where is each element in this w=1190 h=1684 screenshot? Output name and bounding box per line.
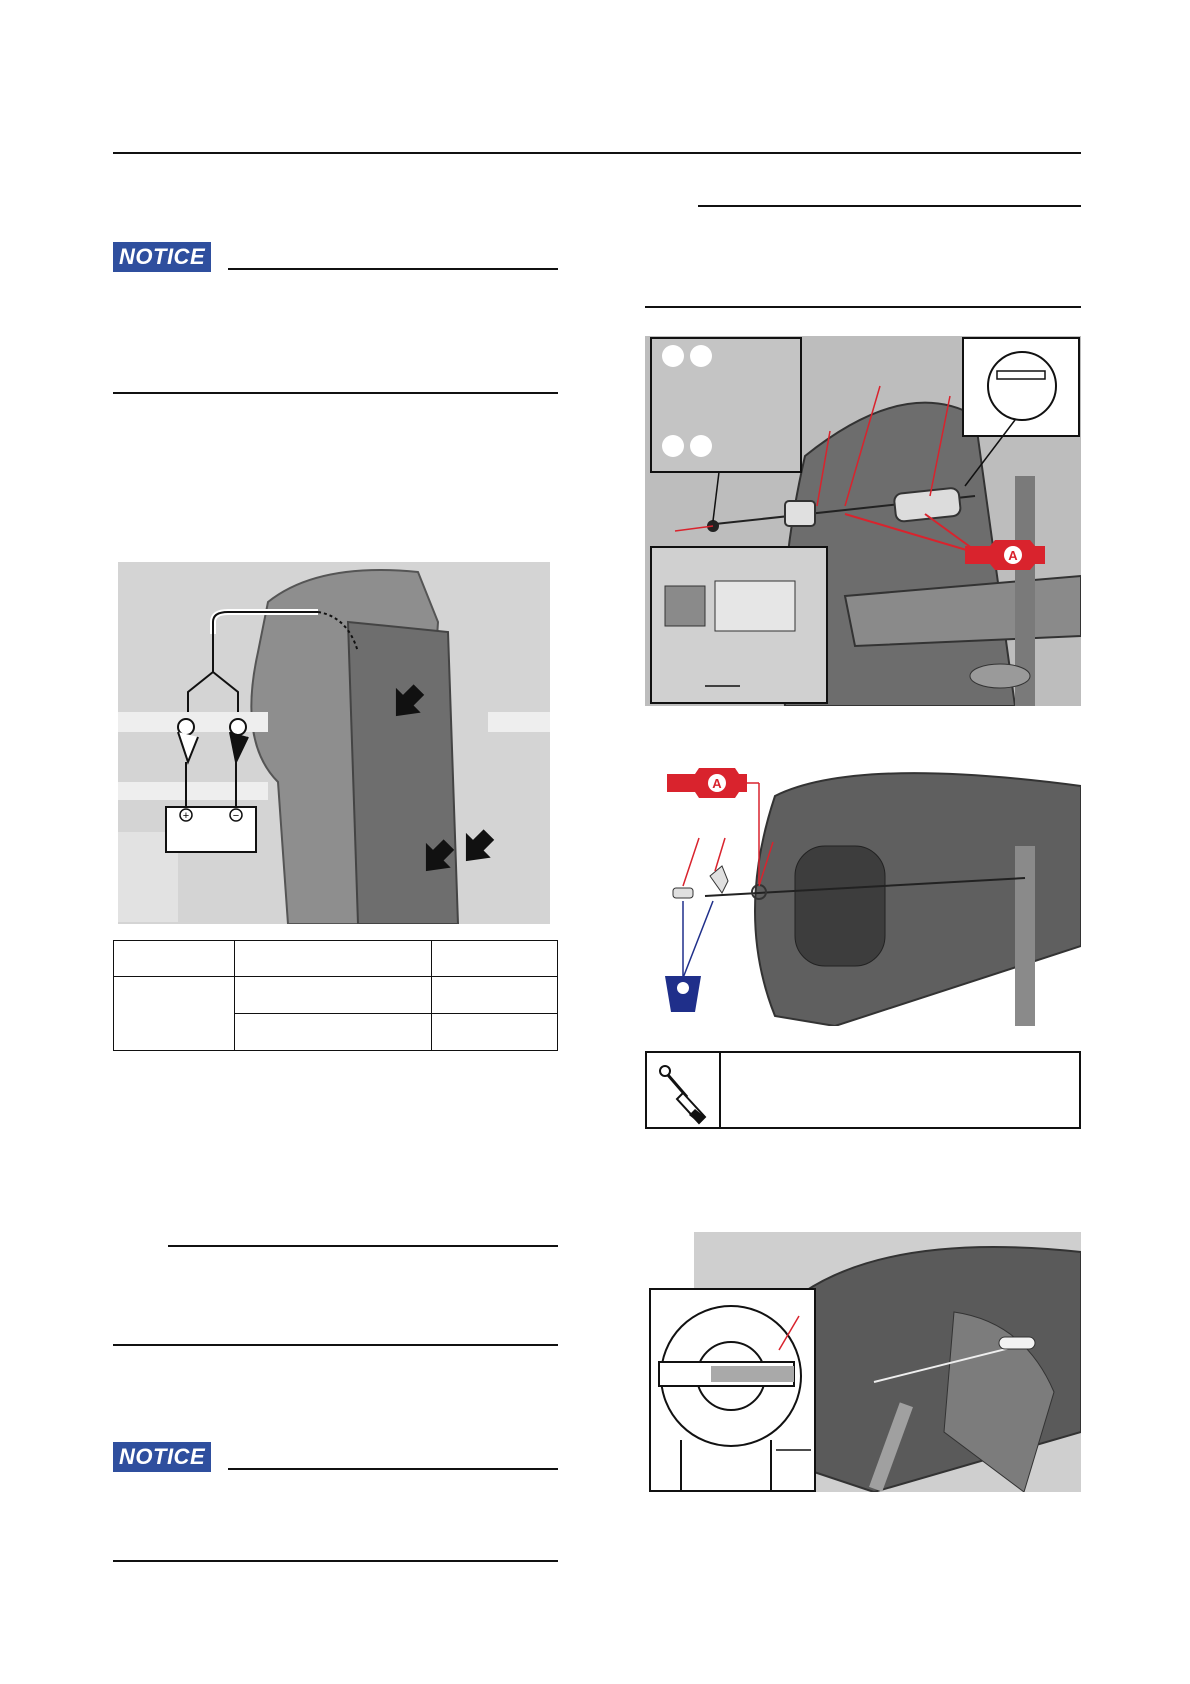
engine-bracket-photo	[118, 562, 550, 924]
table-cell	[235, 941, 432, 977]
table-cell	[432, 977, 558, 1014]
header-rule	[113, 152, 1081, 154]
callout-letter: A	[712, 776, 722, 791]
tool-spec-box	[645, 1051, 1081, 1129]
notice-end-rule	[113, 1560, 558, 1562]
section-end-rule	[113, 1344, 558, 1346]
notice-end-rule	[113, 392, 558, 394]
notice-badge: NOTICE	[113, 1442, 211, 1472]
section-rule	[698, 205, 1081, 207]
section-rule	[168, 1245, 558, 1247]
table-cell	[432, 1014, 558, 1051]
notice-rule	[228, 1468, 558, 1470]
table-cell	[114, 977, 235, 1051]
section-end-rule	[645, 306, 1081, 308]
battery-positive-symbol: +	[182, 810, 190, 822]
table-cell	[114, 941, 235, 977]
table-cell	[235, 977, 432, 1014]
table-cell	[432, 941, 558, 977]
callout-letter: A	[1008, 548, 1018, 563]
table-cell	[235, 1014, 432, 1051]
clearance-inset	[649, 1288, 816, 1492]
battery-negative-symbol: −	[232, 810, 240, 822]
pin-install-illustration	[655, 766, 1081, 1026]
pin-install-photo	[655, 766, 1081, 1026]
torque-screwdriver-icon	[647, 1053, 721, 1127]
shift-rod-photo	[645, 336, 1081, 706]
engine-bracket-illustration	[118, 562, 550, 924]
spec-table	[113, 940, 558, 1051]
notice-badge: NOTICE	[113, 242, 211, 272]
shift-rod-illustration	[645, 336, 1081, 706]
notice-rule	[228, 268, 558, 270]
